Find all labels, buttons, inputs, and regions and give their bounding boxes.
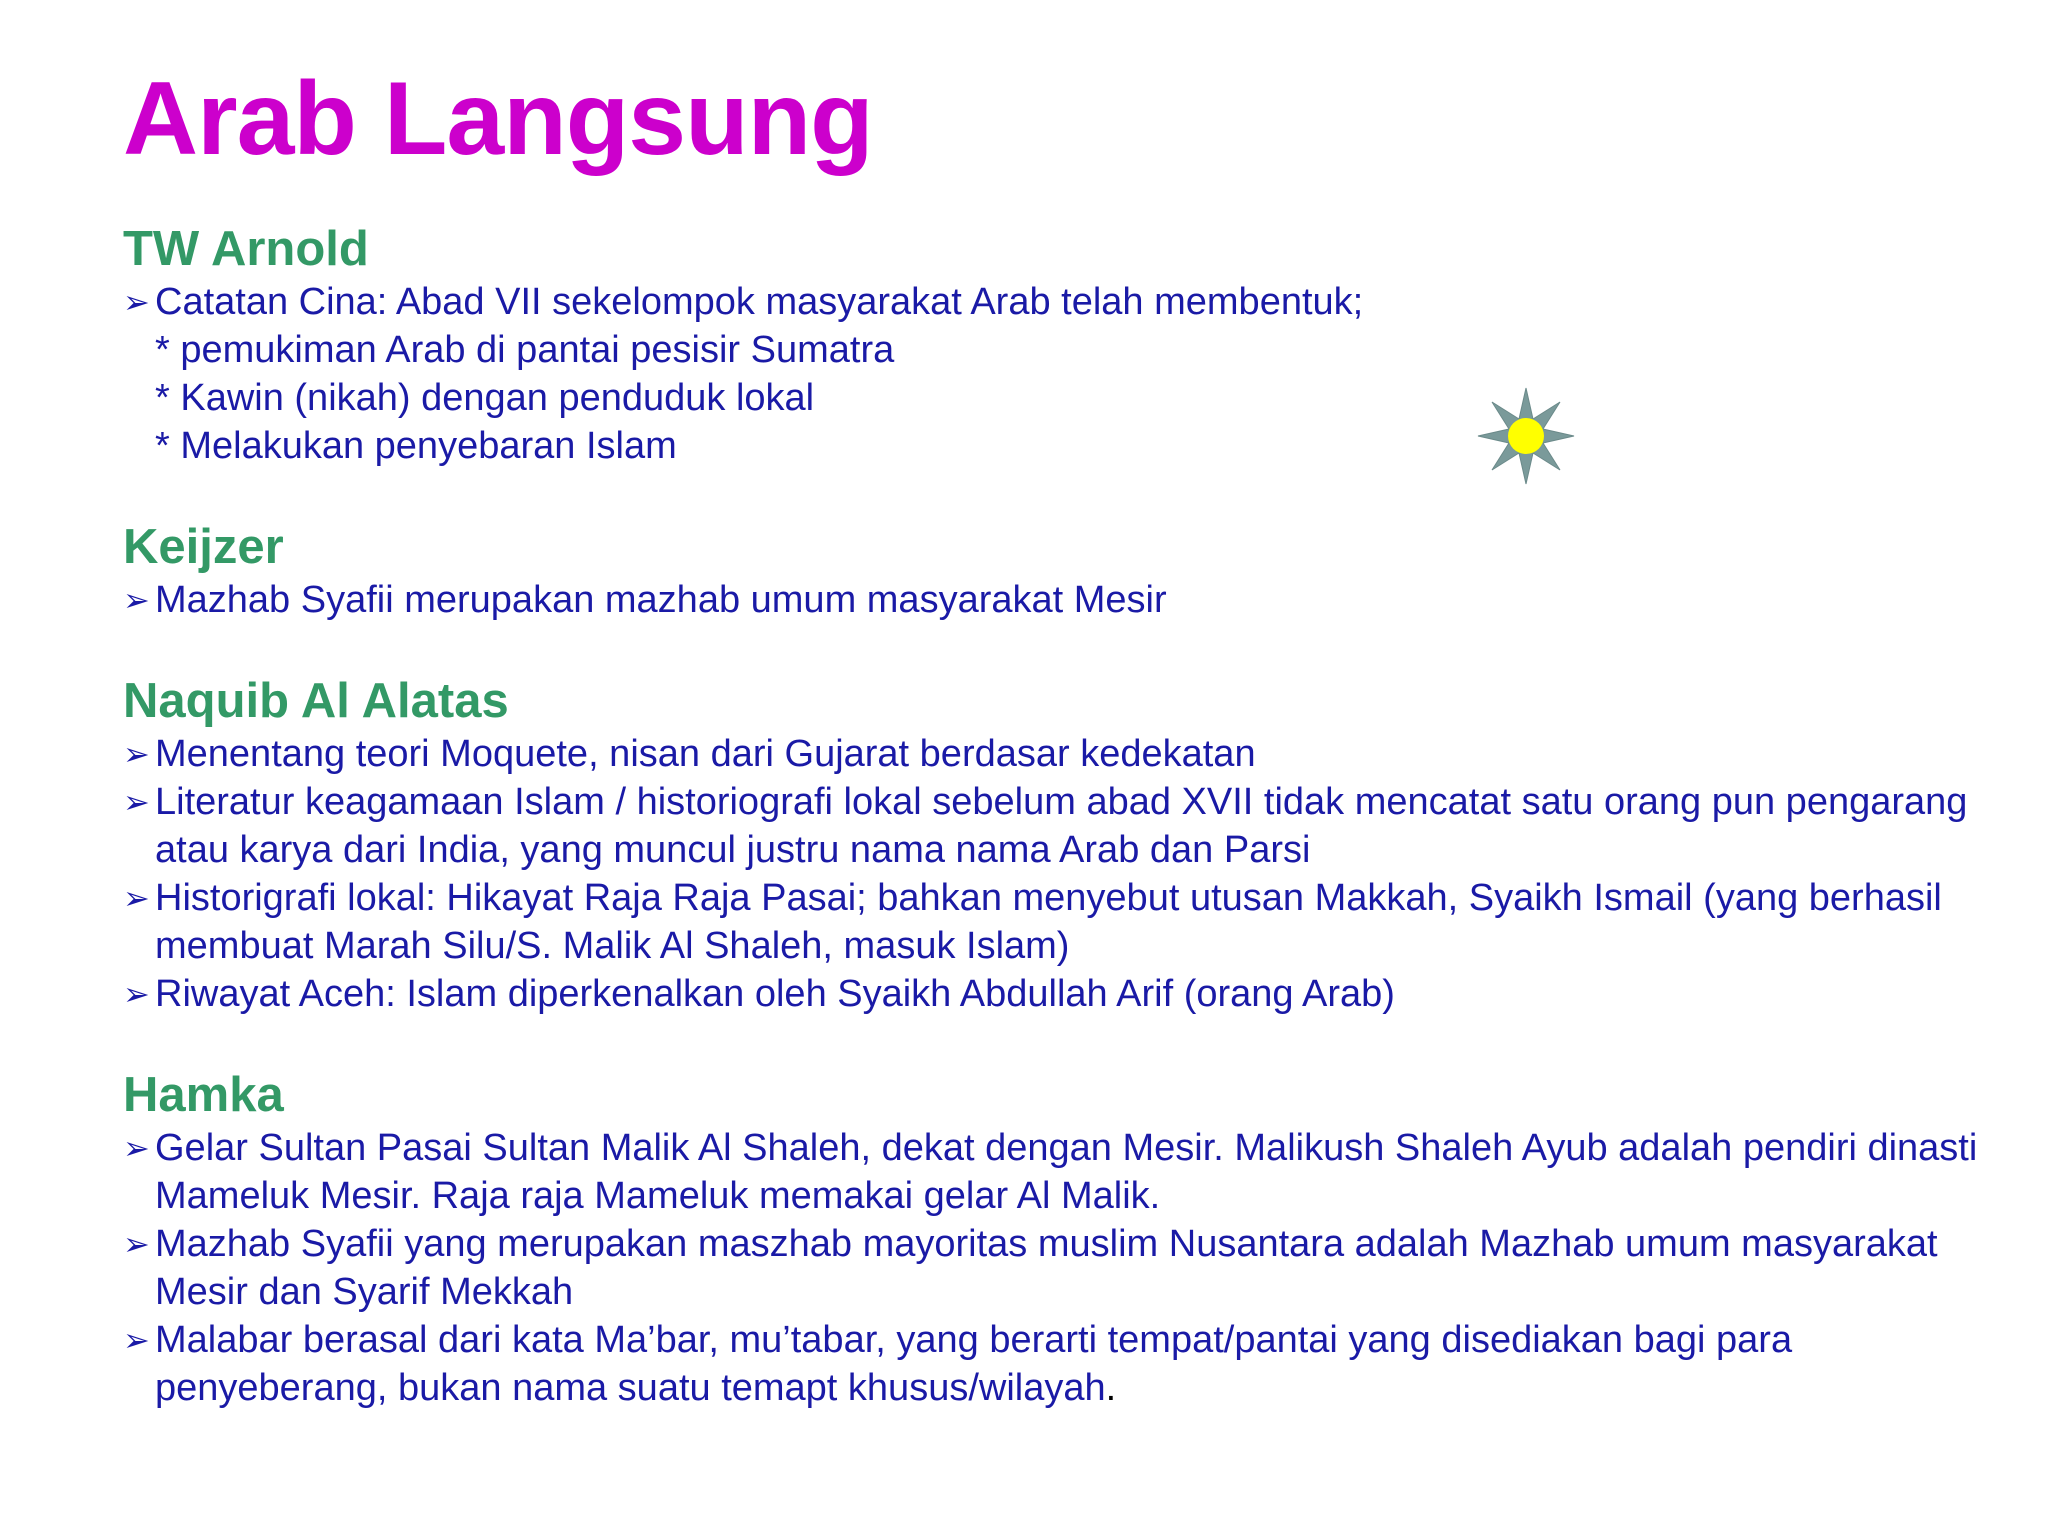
- bullet-text: Riwayat Aceh: Islam diperkenalkan oleh Syaikh Abdullah Arif (orang Arab): [155, 973, 1395, 1015]
- bullet-arrow-icon: ➢: [123, 284, 150, 320]
- bullet-text: Mazhab Syafii yang merupakan maszhab mayoritas muslim Nusantara adalah Mazhab umum masyarakat Mesir dan Syarif Mekkah: [155, 1223, 1938, 1313]
- section-heading: Naquib Al Alatas: [123, 674, 509, 728]
- bullet-item: [123, 576, 1983, 624]
- bullet-arrow-icon: ➢: [123, 976, 150, 1012]
- section-heading: TW Arnold: [123, 222, 369, 276]
- trailing-period: .: [1105, 1367, 1117, 1409]
- bullet-item: [123, 278, 1983, 326]
- bullet-text: Mazhab Syafii merupakan mazhab umum masyarakat Mesir: [155, 579, 1167, 621]
- section-hamka: [123, 1066, 1983, 1412]
- bullet-text: Historigrafi lokal: Hikayat Raja Raja Pasai; bahkan menyebut utusan Makkah, Syaikh Ismail (yang berhasil membuat Marah Silu/S. Malik Al Shaleh, masuk Islam): [155, 877, 1942, 967]
- slide-title: Arab Langsung: [123, 61, 873, 177]
- slide-content: [123, 220, 1983, 1460]
- bullet-text: Gelar Sultan Pasai Sultan Malik Al Shaleh, dekat dengan Mesir. Malikush Shaleh Ayub adalah pendiri dinasti Mameluk Mesir. Raja raja Mameluk memakai gelar Al Malik.: [155, 1127, 1978, 1217]
- section-naquib-al-alatas: [123, 672, 1983, 1018]
- bullet-item: [123, 1220, 1983, 1316]
- bullet-arrow-icon: ➢: [123, 1322, 150, 1358]
- bullet-item: [123, 874, 1983, 970]
- bullet-arrow-icon: ➢: [123, 784, 150, 820]
- bullet-item: [123, 730, 1983, 778]
- bullet-text: Malabar berasal dari kata Ma’bar, mu’tabar, yang berarti tempat/pantai yang disediakan bagi para penyeberang, bukan nama suatu temapt khusus/wilayah: [155, 1319, 1793, 1409]
- bullet-arrow-icon: ➢: [123, 1226, 150, 1262]
- bullet-item: [123, 1316, 1983, 1412]
- section-tw-arnold: [123, 220, 1983, 470]
- sub-item: * Melakukan penyebaran Islam: [155, 425, 677, 467]
- bullet-arrow-icon: ➢: [123, 582, 150, 618]
- bullet-text: Menentang teori Moquete, nisan dari Gujarat berdasar kedekatan: [155, 733, 1256, 775]
- sub-item: * pemukiman Arab di pantai pesisir Sumatra: [155, 329, 895, 371]
- bullet-item: [123, 970, 1983, 1018]
- section-keijzer: [123, 518, 1983, 624]
- bullet-arrow-icon: ➢: [123, 1130, 150, 1166]
- bullet-arrow-icon: ➢: [123, 880, 150, 916]
- sub-item: * Kawin (nikah) dengan penduduk lokal: [155, 377, 815, 419]
- section-heading: Keijzer: [123, 520, 284, 574]
- bullet-arrow-icon: ➢: [123, 736, 150, 772]
- bullet-item: [123, 1124, 1983, 1220]
- bullet-item: [123, 778, 1983, 874]
- bullet-text: Catatan Cina: Abad VII sekelompok masyarakat Arab telah membentuk;: [155, 281, 1364, 323]
- bullet-text: Literatur keagamaan Islam / historiografi lokal sebelum abad XVII tidak mencatat satu orang pun pengarang atau karya dari India, yang muncul justru nama nama Arab dan Parsi: [155, 781, 1968, 871]
- section-heading: Hamka: [123, 1068, 284, 1122]
